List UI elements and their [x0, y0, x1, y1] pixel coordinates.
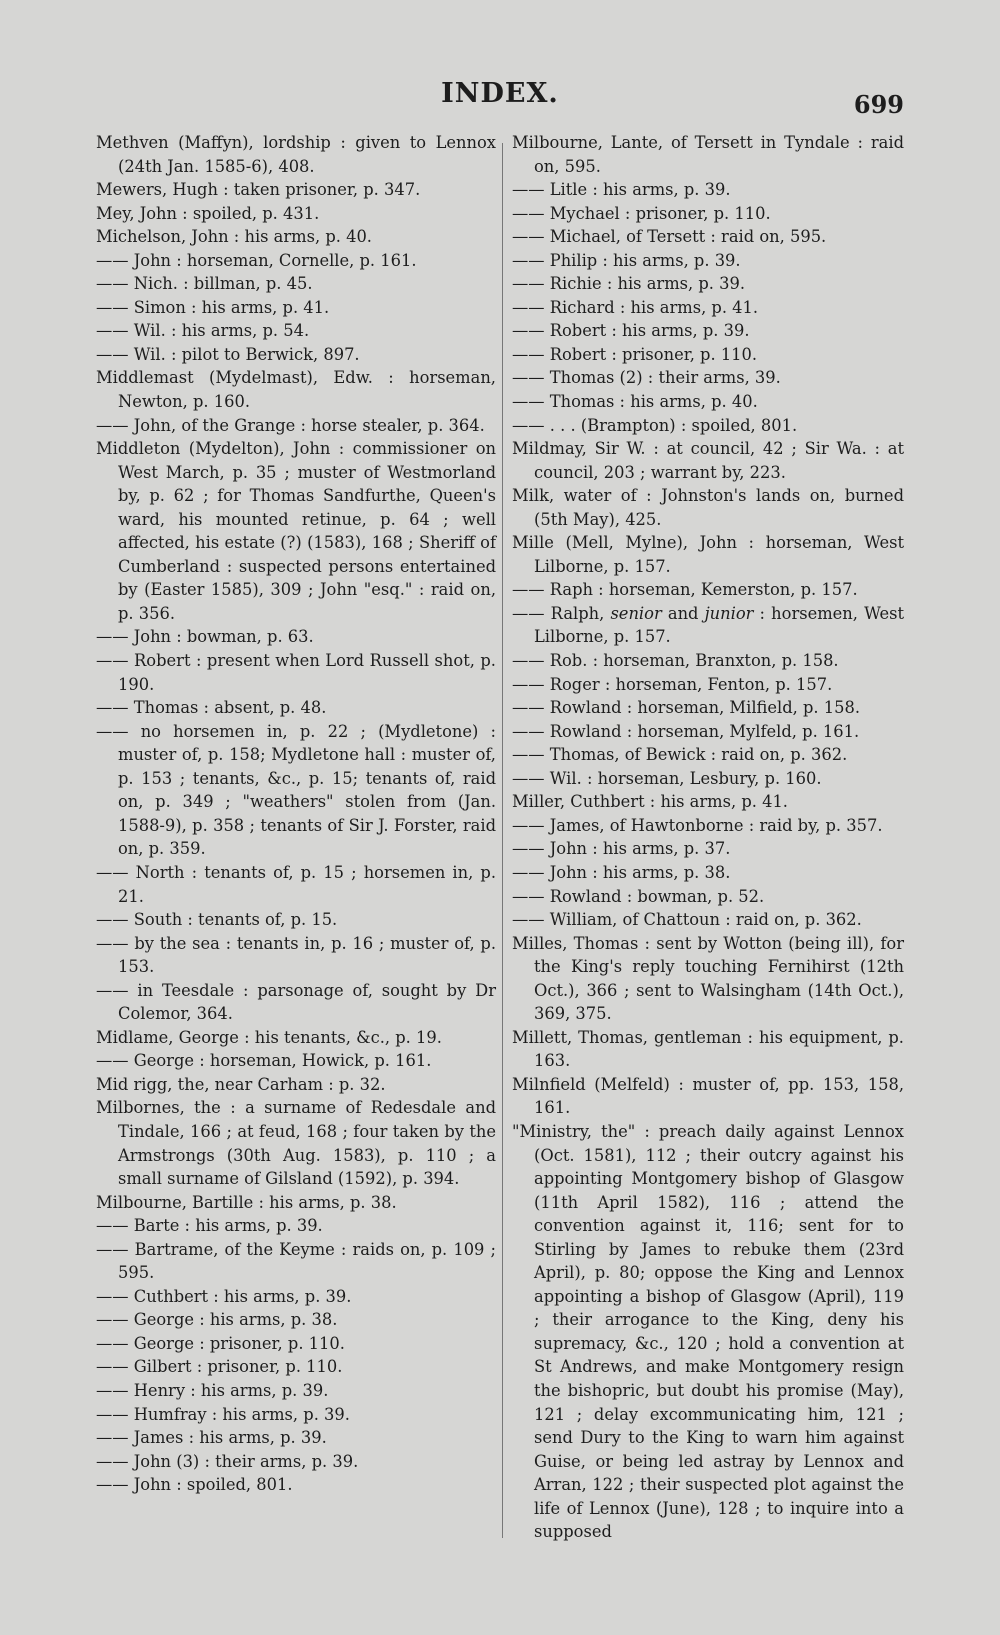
index-entry: —— Robert : present when Lord Russell shot, p. 190.: [96, 651, 496, 694]
index-entry: —— Thomas (2) : their arms, 39.: [512, 368, 781, 388]
index-entry: —— Michael, of Tersett : raid on, 595.: [512, 227, 827, 247]
index-entry: —— Gilbert : prisoner, p. 110.: [96, 1357, 343, 1377]
index-entry: —— John : his arms, p. 37.: [512, 839, 731, 859]
index-entry: —— Simon : his arms, p. 41.: [96, 297, 330, 317]
index-entry: —— Humfray : his arms, p. 39.: [96, 1404, 350, 1424]
index-entry: Miller, Cuthbert : his arms, p. 41.: [512, 792, 788, 812]
right-column: [512, 131, 904, 1544]
index-entry: —— James : his arms, p. 39.: [96, 1428, 327, 1448]
index-entry: Milbornes, the : a surname of Redesdale and Tindale, 166 ; at feud, 168 ; four taken by the Armstrongs (30th Aug. 1583), p. 110 ; a small surname of Gilsland (1592), p. 394.: [96, 1098, 496, 1189]
index-entry: —— Richard : his arms, p. 41.: [512, 297, 759, 317]
index-entry: Mille (Mell, Mylne), John : horseman, West Lilborne, p. 157.: [512, 533, 904, 576]
index-entry: —— George : his arms, p. 38.: [96, 1310, 338, 1330]
index-entry: —— by the sea : tenants in, p. 16 ; muster of, p. 153.: [96, 933, 496, 977]
index-entry: —— South : tenants of, p. 15.: [96, 910, 338, 930]
index-entry: —— Mychael : prisoner, p. 110.: [512, 203, 771, 223]
index-entry: —— John : his arms, p. 38.: [512, 862, 731, 882]
index-entry: —— Roger : horseman, Fenton, p. 157.: [512, 674, 833, 694]
index-entry: Milbourne, Bartille : his arms, p. 38.: [96, 1192, 397, 1212]
index-entry: —— Richie : his arms, p. 39.: [512, 274, 746, 294]
index-entry: —— North : tenants of, p. 15 ; horsemen in, p. 21.: [96, 862, 496, 906]
index-entry: —— Henry : his arms, p. 39.: [96, 1380, 329, 1400]
index-entry: —— Cuthbert : his arms, p. 39.: [96, 1286, 352, 1306]
page-number: 699: [853, 90, 904, 119]
index-entry: —— Wil. : his arms, p. 54.: [96, 321, 310, 341]
index-entry: —— Litle : his arms, p. 39.: [512, 180, 731, 200]
index-entry: —— John, of the Grange : horse stealer, p. 364.: [96, 415, 485, 435]
index-entry: Mildmay, Sir W. : at council, 42 ; Sir Wa. : at council, 203 ; warrant by, 223.: [512, 439, 904, 482]
index-entry: Millett, Thomas, gentleman : his equipment, p. 163.: [512, 1027, 904, 1071]
index-entry: —— Wil. : pilot to Berwick, 897.: [96, 344, 360, 364]
page-title: INDEX.: [441, 78, 559, 109]
index-entry: —— Nich. : billman, p. 45.: [96, 274, 313, 294]
index-entry: Midlame, George : his tenants, &c., p. 19.: [96, 1027, 442, 1047]
index-entry: —— George : prisoner, p. 110.: [96, 1333, 345, 1353]
index-entry: —— Bartrame, of the Keyme : raids on, p. 109 ; 595.: [96, 1239, 496, 1283]
index-entry: —— William, of Chattoun : raid on, p. 362.: [512, 910, 862, 930]
index-entry: —— John (3) : their arms, p. 39.: [96, 1451, 359, 1471]
index-entry: —— Wil. : horseman, Lesbury, p. 160.: [512, 768, 822, 788]
index-entry: —— no horsemen in, p. 22 ; (Mydletone) : muster of, p. 158; Mydletone hall : muster of, p. 153 ; tenants, &c., p. 15; tenants of, raid on, p. 349 ; "weathers" stolen from (Jan. 1588-9), p. 358 ; tenants of Sir J. Forster, raid on, p. 359.: [96, 721, 496, 859]
index-entry: —— Robert : prisoner, p. 110.: [512, 344, 758, 364]
left-column: [96, 131, 496, 1497]
index-entry: Milbourne, Lante, of Tersett in Tyndale : raid on, 595.: [512, 133, 904, 176]
index-entry: —— Thomas, of Bewick : raid on, p. 362.: [512, 745, 848, 765]
index-entry: Methven (Maffyn), lordship : given to Lennox (24th Jan. 1585-6), 408.: [96, 133, 496, 176]
index-entry: Michelson, John : his arms, p. 40.: [96, 227, 372, 247]
index-entry: Milk, water of : Johnston's lands on, burned (5th May), 425.: [512, 486, 904, 529]
index-entry: —— Rowland : bowman, p. 52.: [512, 886, 765, 906]
index-entry: —— Raph : horseman, Kemerston, p. 157.: [512, 580, 858, 600]
index-entry: —— in Teesdale : parsonage of, sought by Dr Colemor, 364.: [96, 980, 496, 1024]
index-entry: Middlemast (Mydelmast), Edw. : horseman, Newton, p. 160.: [96, 368, 496, 412]
index-entry: —— John : bowman, p. 63.: [96, 627, 314, 647]
index-entry: Mid rigg, the, near Carham : p. 32.: [96, 1074, 386, 1094]
index-entry: Middleton (Mydelton), John : commissioner on West March, p. 35 ; muster of Westmorland by, p. 62 ; for Thomas Sandfurthe, Queen's ward, his mounted retinue, p. 64 ; well affected, his estate (?) (1583), 168 ; Sheriff of Cumberland : suspected persons entertained by (Easter 1585), 309 ; John "esq." : raid on, p. 356.: [96, 439, 496, 623]
index-entry: —— . . . (Brampton) : spoiled, 801.: [512, 415, 798, 435]
index-entry: —— James, of Hawtonborne : raid by, p. 357.: [512, 815, 883, 835]
index-entry: —— Rob. : horseman, Branxton, p. 158.: [512, 651, 839, 671]
index-entry: Mey, John : spoiled, p. 431.: [96, 203, 320, 223]
index-entry: —— Robert : his arms, p. 39.: [512, 321, 750, 341]
index-entry: Milnfield (Melfeld) : muster of, pp. 153, 158, 161.: [512, 1074, 904, 1118]
index-entry: "Ministry, the" : preach daily against Lennox (Oct. 1581), 112 ; their outcry against his appointing Montgomery bishop of Glasgow (11th April 1582), 116 ; attend the convention against it, 116; sent for to Stirling by James to rebuke them (23rd April), p. 80; oppose the King and Lennox appointing a bishop of Glasgow (April), 119 ; their arrogance to the King, deny his supremacy, &c., 120 ; hold a convention at St Andrews, and make Montgomery resign the bishopric, but doubt his promise (May), 121 ; delay excommunicating him, 121 ; send Dury to the King to warn him against Guise, or being led astray by Lennox and Arran, 122 ; their suspected plot against the life of Lennox (June), 128 ; to inquire into a supposed: [512, 1121, 904, 1542]
index-entry: —— Rowland : horseman, Mylfeld, p. 161.: [512, 721, 860, 741]
column-divider: [502, 143, 503, 1538]
index-entry: —— George : horseman, Howick, p. 161.: [96, 1051, 432, 1071]
index-entry: —— Philip : his arms, p. 39.: [512, 250, 741, 270]
index-entry: —— John : spoiled, 801.: [96, 1475, 293, 1495]
index-entry: Milles, Thomas : sent by Wotton (being ill), for the King's reply touching Fernihirst (12th Oct.), 366 ; sent to Walsingham (14th Oct.), 369, 375.: [512, 933, 904, 1024]
index-entry: —— Thomas : absent, p. 48.: [96, 698, 327, 718]
index-entry: Mewers, Hugh : taken prisoner, p. 347.: [96, 180, 421, 200]
index-entry: —— Thomas : his arms, p. 40.: [512, 392, 758, 412]
index-entry: —— Ralph, senior and junior : horsemen, West Lilborne, p. 157.: [512, 603, 905, 647]
index-entry: —— Barte : his arms, p. 39.: [96, 1216, 323, 1236]
index-entry: —— Rowland : horseman, Milfield, p. 158.: [512, 698, 861, 718]
index-entry: —— John : horseman, Cornelle, p. 161.: [96, 250, 417, 270]
